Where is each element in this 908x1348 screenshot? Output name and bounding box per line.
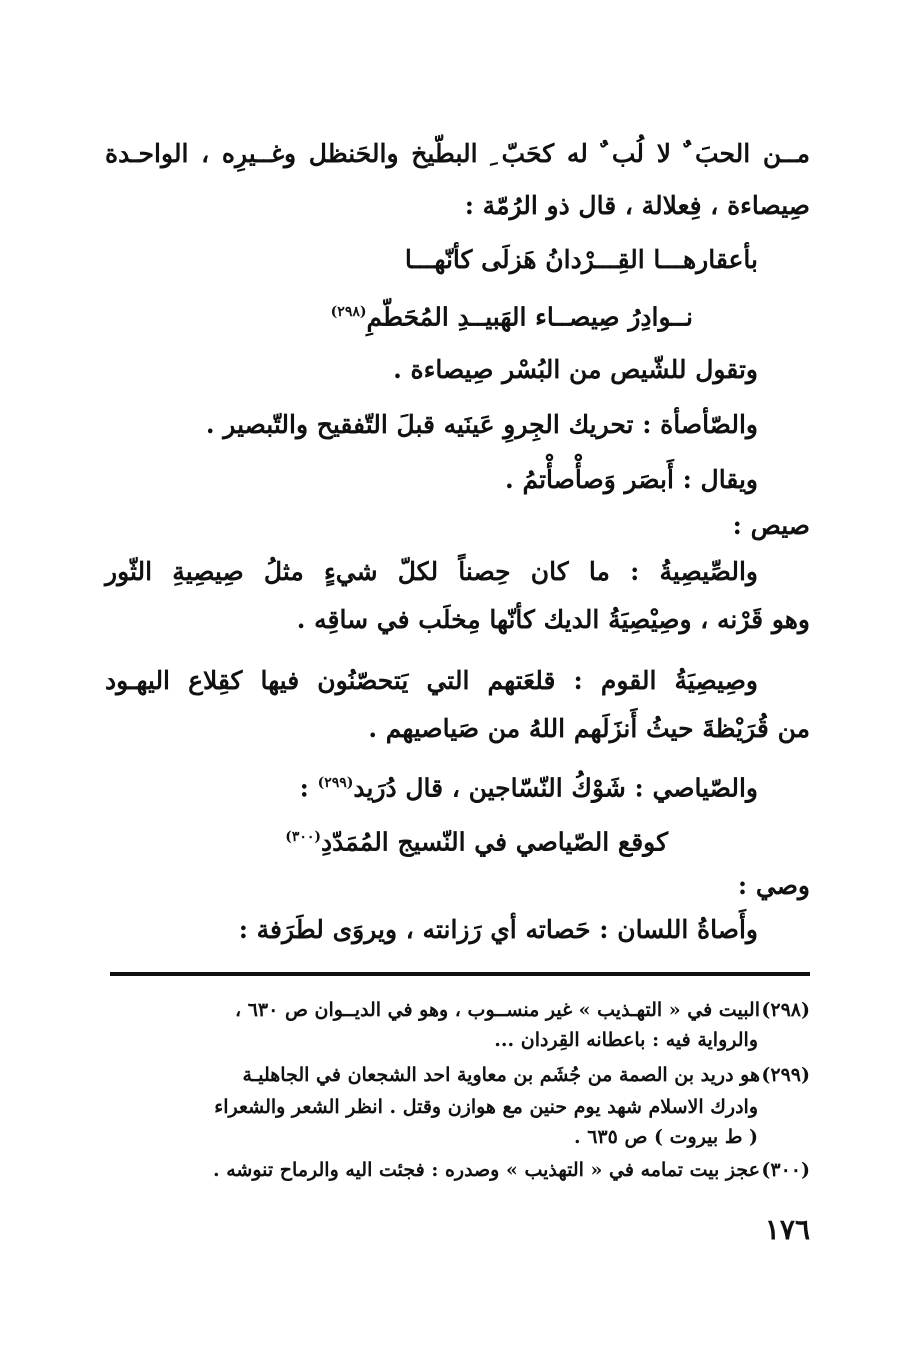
verse-first-hemistich: بأعقارهـــا القِـــرْدانُ هَزلَى كأنّهـــا (404, 245, 758, 274)
text-line: وتقول للشّيص من البُسْر صِيصاءة . (393, 355, 758, 384)
footnote-ref: (٢٩٩) (317, 775, 354, 791)
footnote-text: البيت في « التهـذيب » غير منســوب ، وهو في الديــوان ص ٦٣٠ ، (234, 999, 760, 1021)
text-line: ويقال : أَبصَر وَصأْصأْتمُ . (505, 465, 758, 494)
verse-second-hemistich (331, 292, 693, 337)
footnote-text: هو دريد بن الصمة من جُشَم بن معاوية احد الشجعان في الجاهليـة (242, 1064, 760, 1086)
footnote-number: (٢٩٩) (761, 1064, 810, 1086)
text-line: والصّأصأة : تحريك الجِروِ عَينَيه قبلَ التّفقيح والتّبصير . (205, 410, 758, 439)
verse-line (285, 817, 668, 862)
verse-text: نــوادِرُ صِيصــاء الهَبيــدِ المُحَطّمِ (366, 302, 693, 332)
text-line: وأَصاةُ اللسان : حَصاته أي رَزانته ، ويروَى لطَرَفة : (238, 915, 758, 944)
text-span: والصّياصي : شَوْكُ النّسّاجين ، قال دُرَيد (353, 773, 758, 803)
footnote-299 (105, 1060, 810, 1090)
footnote-text: عجز بيت تمامه في « التهذيب » وصدره : فجئت اليه والرماح تنوشه . (213, 1159, 760, 1181)
entry-heading: صيص : (732, 511, 810, 540)
text-line: من قُرَيْظةَ حيثُ أَنزَلَهم اللهُ من صَياصيهم . (368, 714, 810, 743)
footnote-number: (٢٩٨) (761, 999, 810, 1021)
text-span: : (299, 773, 318, 803)
text-line: صِيصاءة ، فِعلالة ، قال ذو الرُمّة : (464, 191, 810, 220)
footnote-ref: (٢٩٨) (330, 304, 367, 320)
footnote-299-cont: ( ط بيروت ) ص ٦٣٥ . (573, 1126, 758, 1148)
text-line (300, 763, 758, 808)
footnote-300 (105, 1155, 810, 1185)
footnote-separator (110, 972, 810, 976)
page-number: ١٧٦ (764, 1213, 810, 1246)
footnote-number: (٣٠٠) (761, 1159, 810, 1181)
text-line: وصِيصِيَةُ القوم : قلعَتهم التي يَتحصّنُون فيها كقِلاع اليهـود (105, 666, 758, 695)
text-line: مــن الحبَ ٌ لا لُب ٌ له كحَبّ ِ البطّيخ والحَنظل وغــيرِه ، الواحـدة (105, 139, 810, 168)
footnote-298-cont: والرواية فيه : باعطانه القِردان ... (494, 1029, 758, 1051)
text-line: والصِّيصِيةُ : ما كان حِصناً لكلّ شيءٍ مثلُ صِيصِيةِ الثّور (105, 557, 758, 586)
text-line: وهو قَرْنه ، وصِيْصِيَةُ الديك كأنّها مِخلَب في ساقِه . (296, 605, 810, 634)
footnote-ref: (٣٠٠) (285, 829, 322, 845)
verse-text: كوقع الصّياصي في النّسيج المُمَدّدِ (321, 827, 668, 857)
entry-heading: وصي : (737, 871, 810, 900)
footnote-298 (105, 995, 810, 1025)
footnote-299-cont: وادرك الاسلام شهد يوم حنين مع هوازن وقتل . انظر الشعر والشعراء (214, 1096, 758, 1118)
